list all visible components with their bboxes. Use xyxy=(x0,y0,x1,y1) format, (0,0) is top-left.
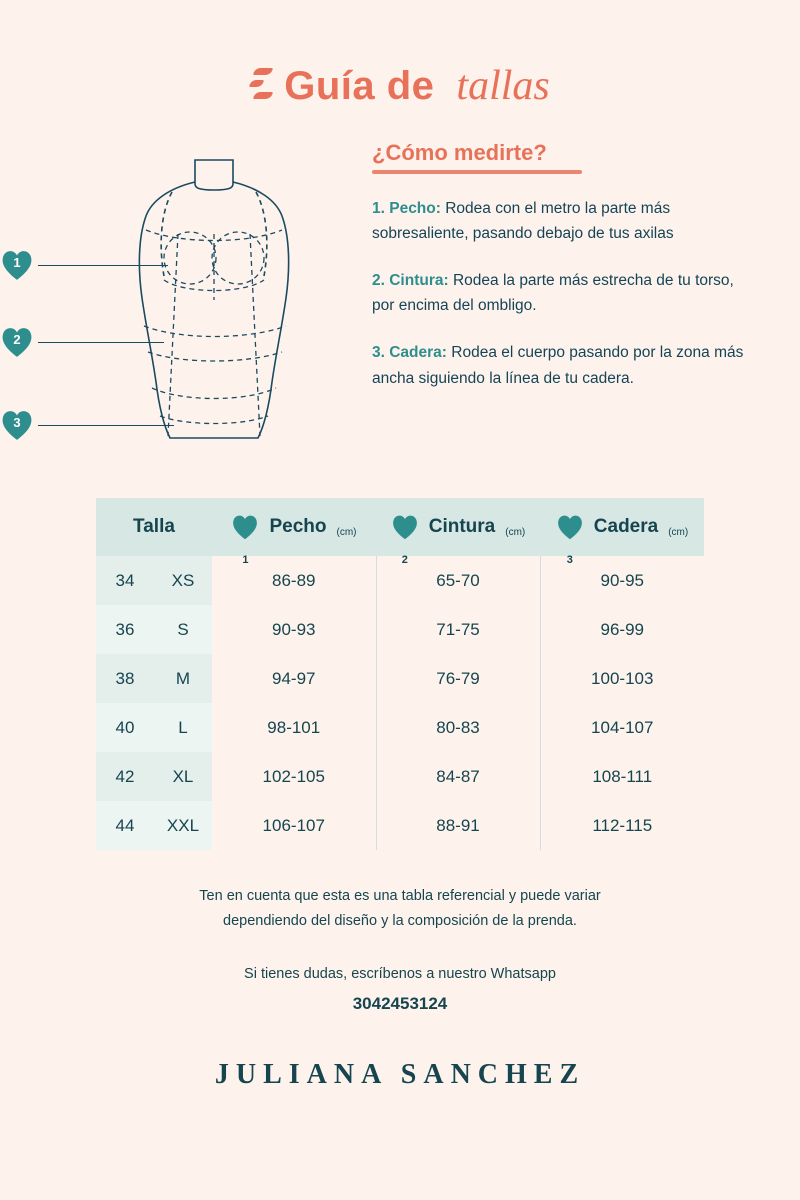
cell-pecho: 106-107 xyxy=(262,815,325,835)
marker-number: 1 xyxy=(242,554,249,566)
cell-cintura: 76-79 xyxy=(376,654,540,703)
cell-num: 36 xyxy=(96,605,154,654)
marker-number: 1 xyxy=(13,255,21,270)
heart-shape xyxy=(391,513,419,541)
page-title-accent: tallas xyxy=(456,63,550,109)
marker-3 xyxy=(0,408,174,442)
header-cadera-label: Cadera xyxy=(593,516,659,537)
cell-pecho: 98-101 xyxy=(267,717,321,737)
table-head xyxy=(96,498,704,566)
cell-cintura: 84-87 xyxy=(376,752,540,801)
step-3-text: Rodea el cuerpo pasando por la zona más ancha siguiendo la línea de tu cadera. xyxy=(372,344,744,387)
cell-cadera: 104-107 xyxy=(540,703,704,752)
heading-underline xyxy=(372,170,582,174)
heart-icon-2 xyxy=(0,325,34,359)
cell-cadera: 100-103 xyxy=(540,654,704,703)
howto-heading: ¿Cómo medirte? xyxy=(372,140,547,165)
table-row xyxy=(96,556,704,605)
table-row xyxy=(96,801,704,850)
header-cadera xyxy=(540,498,704,566)
cell-cadera: 96-99 xyxy=(540,605,704,654)
cell-cadera: 108-111 xyxy=(540,752,704,801)
cell-size: S xyxy=(154,605,212,654)
step-2-text: Rodea la parte más estrecha de tu torso, por encima del ombligo. xyxy=(372,272,734,315)
marker-number: 3 xyxy=(13,415,21,430)
cell-pecho: 86-89 xyxy=(272,570,316,590)
header-pecho xyxy=(212,498,376,566)
step-3-label: 3. Cadera: xyxy=(372,344,447,362)
step-2-label: 2. Cintura: xyxy=(372,272,449,290)
cell-cintura: 71-75 xyxy=(376,605,540,654)
header-talla xyxy=(96,498,212,556)
cell-pecho: 102-105 xyxy=(262,766,325,786)
header-cadera-unit: (cm) xyxy=(668,527,689,538)
marker-1 xyxy=(0,248,168,282)
marker-line-2 xyxy=(38,342,164,343)
heart-icon-2-header xyxy=(391,513,419,566)
cell-size: XL xyxy=(154,752,212,801)
table-row xyxy=(96,605,704,654)
marker-line-1 xyxy=(38,265,168,266)
header-talla-label: Talla xyxy=(133,516,175,537)
cell-size: XS xyxy=(154,556,212,605)
heart-icon-1-header xyxy=(231,513,259,566)
whatsapp-block xyxy=(0,961,800,1021)
table-header-row xyxy=(96,498,704,556)
header-pecho-label: Pecho xyxy=(269,516,327,537)
header-pecho-unit: (cm) xyxy=(336,527,357,538)
heart-icon-3-header xyxy=(556,513,584,566)
cell-num: 40 xyxy=(96,703,154,752)
cell-num: 34 xyxy=(96,556,154,605)
cell-cadera: 112-115 xyxy=(540,801,704,850)
cell-pecho: 90-93 xyxy=(272,619,316,639)
page-header xyxy=(0,0,800,110)
cell-num: 42 xyxy=(96,752,154,801)
howto-step-3 xyxy=(372,340,750,390)
step-1-text: Rodea con el metro la parte más sobresaliente, pasando debajo de tus axilas xyxy=(372,200,674,243)
table-body xyxy=(96,556,704,850)
heart-icon-1 xyxy=(0,248,34,282)
step-1-label: 1. Pecho: xyxy=(372,200,441,217)
heart-icon-3 xyxy=(0,408,34,442)
size-table xyxy=(96,498,704,850)
heart-shape xyxy=(556,513,584,541)
table-row xyxy=(96,703,704,752)
header-cintura-unit: (cm) xyxy=(505,527,526,538)
marker-number: 3 xyxy=(566,554,573,566)
brand-name: JULIANA SANCHEZ xyxy=(214,1058,586,1090)
measurement-markers xyxy=(0,130,310,470)
howto-step-1 xyxy=(372,196,750,246)
title-row xyxy=(0,62,800,110)
cell-cintura: 88-91 xyxy=(376,801,540,850)
header-cintura xyxy=(376,498,540,566)
howto-step-2 xyxy=(372,268,750,318)
header-cintura-label: Cintura xyxy=(428,516,496,537)
disclaimer-note: Ten en cuenta que esta es una tabla referencial y puede variar dependiendo del diseño y la composición de la prenda. xyxy=(199,888,601,930)
whatsapp-text: Si tienes dudas, escríbenos a nuestro Whatsapp xyxy=(244,965,556,982)
howto-section xyxy=(372,140,750,391)
cell-size: M xyxy=(154,654,212,703)
cell-pecho: 94-97 xyxy=(272,668,316,688)
table-row xyxy=(96,654,704,703)
whatsapp-phone[interactable]: 3042453124 xyxy=(352,994,448,1014)
cell-num: 38 xyxy=(96,654,154,703)
heart-shape xyxy=(231,513,259,541)
cell-size: XXL xyxy=(154,801,212,850)
marker-number: 2 xyxy=(13,332,21,347)
flame-icon xyxy=(250,66,272,106)
table-row xyxy=(96,752,704,801)
marker-number: 2 xyxy=(401,554,408,566)
size-table-container xyxy=(96,498,704,850)
marker-2 xyxy=(0,325,164,359)
cell-cadera: 90-95 xyxy=(540,556,704,605)
marker-line-3 xyxy=(38,425,174,426)
top-section xyxy=(0,130,800,490)
cell-size: L xyxy=(154,703,212,752)
page-title: Guía de xyxy=(284,63,435,108)
cell-cintura: 80-83 xyxy=(376,703,540,752)
cell-num: 44 xyxy=(96,801,154,850)
cell-cintura: 65-70 xyxy=(376,556,540,605)
